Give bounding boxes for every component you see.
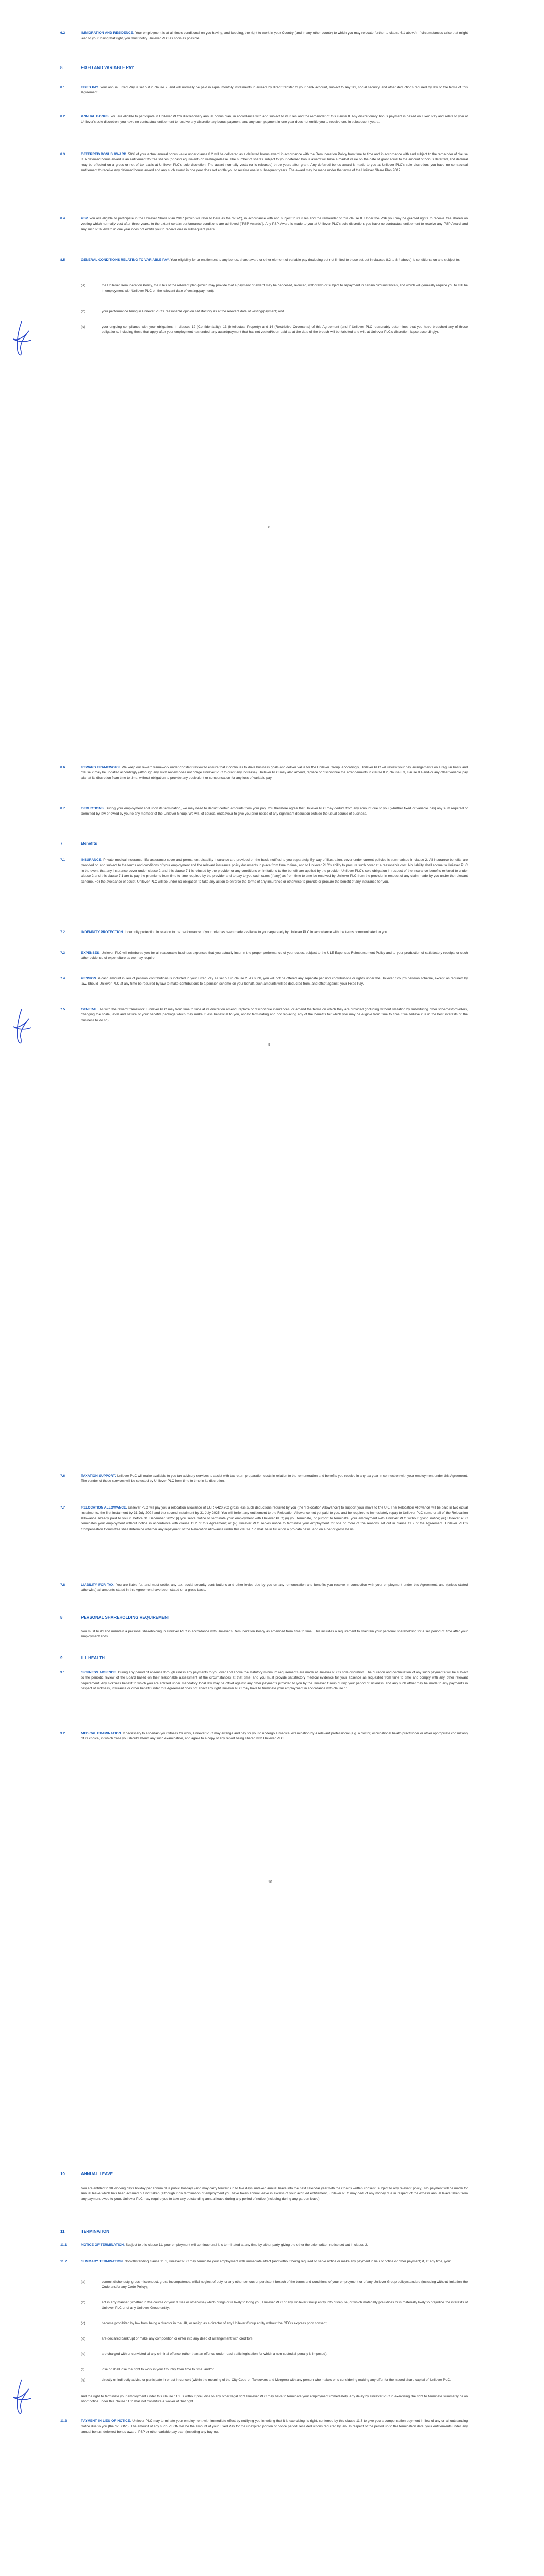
clause-title: GENERAL CONDITIONS RELATING TO VARIABLE PAY. <box>81 258 170 262</box>
clause-8-7 <box>60 806 468 817</box>
document-page-2 <box>0 703 544 1406</box>
clause-text: You must build and maintain a personal shareholding in Unilever PLC in accordance with Unilever's Remuneration Policy as amended from time to time. This includes a requirement to maintain your personal shareholding for a set period of time after your employment ends. <box>81 1630 468 1639</box>
list-label: (g) <box>81 2378 86 2382</box>
clause-number: 11.2 <box>60 2260 67 2263</box>
clause-title: IMMIGRATION AND RESIDENCE. <box>81 31 134 35</box>
shareholding-paragraph <box>60 1629 468 1640</box>
list-label: (b) <box>81 310 86 313</box>
list-text: are charged with or convicted of any criminal offence (other than an offence under road traffic legislation for which a non-custodial penalty is imposed); <box>102 2352 327 2356</box>
clause-9-2 <box>60 1731 468 1742</box>
document-page-3 <box>0 1406 544 2110</box>
clause-number: 11.1 <box>60 2243 67 2247</box>
clause-number: 8.7 <box>60 807 65 810</box>
clause-number: 7.3 <box>60 951 65 955</box>
clause-text: Your employment is at all times conditional on you having, and keeping, the right to work in your Country (and in any other country to which you may relocate further to clause 6.1 above). If circumstances arise that might lead to your losing that right, you must notify Unilever PLC as soon as possible. <box>81 31 468 41</box>
clause-number: 11.3 <box>60 2419 67 2423</box>
clause-text: You are entitled to 30 working days holiday per annum plus public holidays (and may carry forward up to five days' untaken annual leave into the next calendar year with the Chair's written consent, subject to any relevant policy). No payment will be made for annual leave which has been accrued but not taken (although if on termination of employment you have taken annual leave in excess of your accrued entitlement, Unilever PLC may deduct any money due in respect of the excess annual leave taken from any payment owed to you). Unilever PLC may require you to take any outstanding annual leave during any period of notice (including during any garden leave). <box>81 2187 468 2201</box>
clause-number: 6.2 <box>60 31 65 35</box>
list-text: become prohibited by law from being a director in the UK, or resign as a director of any Unilever Group entity without the CEO's express prior consent; <box>102 2321 328 2325</box>
clause-text: Your eligibility for or entitlement to any bonus, share award or other element of variable pay (including but not limited to those set out in clauses 8.2 to 8.4 above) is conditional on and subject to: <box>170 258 460 262</box>
list-text: commit dishonesty, gross misconduct, gross incompetence, wilful neglect of duty, or any other serious or persistent breach of the terms and conditions of your employment or of any Unilever Group policy/standard (including without limitation the Code and/or any Code Policy); <box>102 2280 468 2290</box>
clause-text: 50% of your actual annual bonus value under clause 8.2 will be delivered as a deferred bonus award in accordance with the Remuneration Policy from time to time and in accordance with and subject to the remainder of clause 8. A deferred bonus award is an entitlement to free shares (or cash equivalent) on vesting/release. The number of shares subject to your deferred bonus award will have a market value on the date of grant equal to the amount of bonus deferred, and deferral may be effected on a gross or net of tax basis at Unilever PLC's sole discretion. The award normally vests (or is released) three years after grant. Any deferred bonus award is made to you at Unilever PLC's sole discretion; you have no contractual entitlement to receive any deferred bonus award and any such award in one year does not entitle you to receive one in subsequent years. The award may be made under the terms of the Unilever Share Plan 2017. <box>81 152 468 173</box>
clause-title: INDEMNITY PROTECTION. <box>81 930 124 934</box>
clause-title: NOTICE OF TERMINATION. <box>81 2243 125 2247</box>
clause-7-8 <box>60 1583 468 1594</box>
clause-text: Unilever PLC will reimburse you for all reasonable business expenses that you actually incur in the proper performance of your duties, subject to the ULE Expenses Reimbursement Policy and to your production of satisfactory receipts or such other evidence of expenditure as we may require. <box>81 951 468 960</box>
clause-title: REWARD FRAMEWORK. <box>81 766 121 769</box>
list-label: (e) <box>81 2352 86 2356</box>
clause-7-2 <box>60 930 468 935</box>
section-heading-11: 11 TERMINATION <box>60 2229 109 2234</box>
list-item <box>81 2280 468 2291</box>
list-item <box>81 283 468 294</box>
clause-number: 7.7 <box>60 1506 65 1510</box>
clause-11-1 <box>60 2243 468 2248</box>
clause-title: MEDICAL EXAMINATION. <box>81 1732 122 1735</box>
clause-8-6 <box>60 765 468 781</box>
annual-leave-paragraph <box>60 2186 468 2202</box>
list-label: (d) <box>81 2337 86 2341</box>
list-text: act in any manner (whether in the course of your duties or otherwise) which brings or is likely to bring you, Unilever PLC or any Unilever Group entity into disrepute, or which materially prejudices or is materially likely to prejudice the interests of Unilever PLC or of any Unilever Group entity; <box>102 2301 468 2310</box>
section-heading-8: 8 FIXED AND VARIABLE PAY <box>60 65 134 70</box>
page-number: 8 <box>268 526 270 529</box>
list-text: your performance being in Unilever PLC's reasonable opinion satisfactory as at the relevant date of vesting/payment; and <box>102 310 284 313</box>
clause-7-4 <box>60 976 468 987</box>
clause-number: 8.6 <box>60 766 65 769</box>
clause-text: You are eligible to participate in the Unilever Share Plan 2017 (which we refer to here as the "PSP"), in accordance with and subject to its rules and the remainder of this clause 8. Under the PSP you may be granted rights to receive free shares on vesting which normally vest after three years, to the extent certain performance conditions are achieved ("PSP Awards"). Any PSP Award is made to you at Unilever PLC's sole discretion; you have no contractual entitlement to receive any PSP Award and any such PSP Award in one year does not entitle you to receive one in subsequent years. <box>81 217 468 231</box>
section-heading-10: 10 ANNUAL LEAVE <box>60 2172 113 2176</box>
clause-text: Subject to this clause 11, your employment will continue until it is terminated at any time by either party giving the other the prior written notice set out in clause 2. <box>125 2243 368 2247</box>
clause-11-3 <box>60 2419 468 2435</box>
clause-7-1 <box>60 858 468 885</box>
clause-number: 8.3 <box>60 152 65 156</box>
clause-text: We keep our reward framework under constant review to ensure that it continues to drive business goals and deliver value for the Unilever Group. Accordingly, Unilever PLC will review your pay arrangements on a regular basis and clause 2 may be updated accordingly (although any such review does not oblige Unilever PLC to grant any increase). Unilever PLC may also amend, replace or discontinue the arrangements in clause 8.2, clause 8.3, clause 8.4 and/or any other variable pay plan at its discretion from time to time, without obligation to provide any equivalent or compensation for any loss of variable pay. <box>81 766 468 780</box>
document-page-1 <box>0 0 544 703</box>
clause-title: DEFERRED BONUS AWARD. <box>81 152 127 156</box>
clause-text: You are eligible to participate in Unilever PLC's discretionary annual bonus plan, in accordance with and subject to its rules and the remainder of this clause 8. Any discretionary bonus payment is based on Fixed Pay and relate to you at Unilever's sole discretion; you have no contractual entitlement to receive any discretionary bonus payment, and any such payment in one year does not entitle you to receive one in subsequent years. <box>81 115 468 124</box>
clause-11-2-tail <box>60 2394 468 2405</box>
clause-7-3 <box>60 951 468 961</box>
list-label: (c) <box>81 2321 85 2325</box>
clause-number: 9.1 <box>60 1671 65 1674</box>
list-text: your ongoing compliance with your obligations in clauses 12 (Confidentiality), 13 (Intellectual Property) and 14 (Restrictive Covenants) of this Agreement (and if Unilever PLC reasonably determines that you have breached any of those obligations, including those that apply after your employment has ended, any award/payment that has not vested/been paid as at the date of the breach will be forfeited and will, at Unilever PLC's discretion, lapse accordingly). <box>102 325 468 334</box>
clause-text: If necessary to ascertain your fitness for work, Unilever PLC may arrange and pay for you to undergo a medical examination by a relevant professional (e.g. a doctor, occupational health practitioner or other appropriate consultant) of its choice, in which case you should attend any such examination, and agree to a copy of any report being shared with Unilever PLC. <box>81 1732 468 1741</box>
clause-text: Unilever PLC will make available to you tax advisory services to assist with tax return preparation costs in relation to the remuneration and benefits you receive in any tax year in connection with your employment under this Agreement. The vendor of these services will be selected by Unilever PLC from time to time in its discretion. <box>81 1474 468 1483</box>
clause-title: EXPENSES. <box>81 951 101 955</box>
list-text: directly or indirectly advise or participate in or act in concert (within the meaning of the City Code on Takeovers and Mergers) with any person who makes or is considering making any offer for the issued share capital of Unilever PLC, <box>102 2378 451 2382</box>
list-label: (c) <box>81 325 85 329</box>
clause-8-2 <box>60 114 468 125</box>
list-item <box>81 309 468 314</box>
clause-title: FIXED PAY. <box>81 86 100 89</box>
clause-text: During your employment and upon its termination, we may need to deduct certain amounts from your pay. You therefore agree that Unilever PLC may deduct from any amount due to you (whether fixed or variable pay) any sum required or permitted by law or owed by you to any member of the Unilever Group. We will, of course, endeavour to give you prior notice of any significant deduction outside the usual course of business. <box>81 807 468 816</box>
signature-initials <box>10 1007 34 1048</box>
page-number: 9 <box>268 1043 270 1047</box>
list-label: (f) <box>81 2368 85 2371</box>
signature-initials <box>10 2378 34 2419</box>
clause-title: PAYMENT IN LIEU OF NOTICE. <box>81 2419 131 2423</box>
clause-number: 7.5 <box>60 1008 65 1011</box>
list-label: (b) <box>81 2301 86 2304</box>
clause-7-5 <box>60 1007 468 1023</box>
clause-title: PENSION. <box>81 977 97 980</box>
clause-number: 8.5 <box>60 258 65 262</box>
clause-7-7 <box>60 1505 468 1532</box>
clause-9-1 <box>60 1670 468 1692</box>
list-item <box>81 2336 468 2342</box>
clause-7-6 <box>60 1473 468 1484</box>
clause-number: 8.1 <box>60 86 65 89</box>
clause-title: SUMMARY TERMINATION. <box>81 2260 124 2263</box>
clause-8-1 <box>60 85 468 96</box>
clause-number: 7.1 <box>60 858 65 862</box>
clause-text: You are liable for, and must settle, any tax, social security contributions and other levies due by you on any remuneration and benefits you receive in connection with your employment under this Agreement, and (unless stated otherwise) all amounts stated in this Agreement have been stated on a gross basis. <box>81 1583 468 1592</box>
list-text: the Unilever Remuneration Policy, the rules of the relevant plan (which may provide that a payment or award may be cancelled, reduced, withdrawn or subject to repayment in certain circumstances, and which will generally require you to still be in employment with Unilever PLC on the relevant date of vesting/payment); <box>102 284 468 293</box>
clause-8-3 <box>60 152 468 174</box>
clause-6-2 <box>60 31 468 42</box>
list-item <box>81 2378 468 2383</box>
clause-title: LIABILITY FOR TAX. <box>81 1583 115 1587</box>
clause-text: A cash amount in lieu of pension contributions is included in your Fixed Pay as set out in clause 2. As such, you will not be offered any separate pension contributions or rights under the Unilever Group's pension scheme, except as required by law. Should Unilever PLC at any time be required by law to make contributions to a pension scheme on your behalf, such amounts will be deducted from, and offset against, your Fixed Pay. <box>81 977 468 986</box>
clause-number: 9.2 <box>60 1732 65 1735</box>
list-label: (a) <box>81 2280 86 2284</box>
document-page-4 <box>0 2110 544 2576</box>
clause-text: Private medical insurance, life assurance cover and permanent disability insurance are provided on the basis notified to you separately. By way of illustration, cover under current policies is summarised in clause 2. All insurance benefits are provided on and subject to the terms and conditions of your employment and the relevant insurance policy documents in place from time to time, and to Unilever PLC's ability to procure such cover at a reasonable cost. No liability shall accrue to Unilever PLC in the event that any insurance cover under clause 2 and this clause 7.1 is refused by the provider or any conditions or limitations to the benefit are applied by the provider. Unilever PLC's sole obligation in respect of the insurance benefits referred to under clause 2 and this clause 7.1 are to pay the premiums from time to time required by the provider and to pay to you such sums (if any) as from time to time be received by Unilever PLC from the provider in respect of any claim made by you under the relevant scheme. For the avoidance of doubt, Unilever PLC will be under no obligation to take any action to enforce the terms of any insurance or otherwise to provide or procure the benefit of any insurance for you. <box>81 858 468 884</box>
section-heading-7: 7 Benefits <box>60 841 97 846</box>
clause-number: 8.4 <box>60 217 65 221</box>
clause-title: DEDUCTIONS. <box>81 807 105 810</box>
list-item <box>81 2300 468 2311</box>
list-item <box>81 2321 468 2326</box>
section-heading-9: 9 ILL HEALTH <box>60 1656 105 1660</box>
clause-text: and the right to terminate your employment under this clause 11.2 is without prejudice to any other legal right Unilever PLC may have to terminate your employment immediately. Any delay by Unilever PLC in exercising the right to terminate summarily or on short notice under this clause 11.2 shall not constitute a waiver of that right. <box>81 2395 468 2404</box>
section-heading-8: 8 PERSONAL SHAREHOLDING REQUIREMENT <box>60 1615 170 1620</box>
clause-title: TAXATION SUPPORT. <box>81 1474 116 1478</box>
clause-text: Unilever PLC may terminate your employment with immediate effect by notifying you in writing that it is exercising its right, conferred by this clause 11.3 to give you a compensation payment in lieu of any or all outstanding notice due to you (the "PILON"). The amount of any such PILON will be the amount of your Fixed Pay for the unexpired portion of notice period, less deductions required by law. In respect of the period up to the termination date, your entitlements under any annual bonus, deferred bonus award, PSP or other variable pay plan (including any buy-out <box>81 2419 468 2434</box>
list-item <box>81 2352 468 2357</box>
list-item <box>81 325 468 335</box>
list-text: lose or shall lose the right to work in your Country from time to time; and/or <box>102 2368 214 2371</box>
clause-11-2 <box>60 2259 468 2264</box>
clause-title: ANNUAL BONUS. <box>81 115 110 118</box>
clause-title: INSURANCE. <box>81 858 103 862</box>
clause-text: During any period of absence through illness any payments to you over and above the statutory minimum requirements are made at Unilever PLC's sole discretion. The duration and continuation of any such payments will be subject to the periodic review of the Board based on their reasonable assessment of the circumstances at that time, and you must provide satisfactory medical evidence for your absence as requested from time to time and comply with any other relevant requirement. Any sickness benefit to which you are entitled under mandatory local law may be offset against any other payments provided to you by the Unilever Group during your period of sickness, and any such offset may be made to any payments in respect of sickness, insurance or other benefit under this Agreement does not affect any right Unilever PLC may have to terminate your employment in accordance with clause 11. <box>81 1671 468 1691</box>
page-number: 10 <box>268 1880 272 1884</box>
list-item <box>81 2367 468 2372</box>
clause-8-4 <box>60 216 468 232</box>
clause-number: 8.2 <box>60 115 65 118</box>
clause-number: 7.6 <box>60 1474 65 1478</box>
clause-number: 7.8 <box>60 1583 65 1587</box>
clause-text: Notwithstanding clause 11.1, Unilever PLC may terminate your employment with immediate effect (and without being required to serve notice or make any payment in lieu of notice or other payment) if, at any time, you: <box>124 2260 451 2263</box>
clause-title: PSP. <box>81 217 89 221</box>
clause-number: 7.2 <box>60 930 65 934</box>
clause-title: SICKNESS ABSENCE. <box>81 1671 117 1674</box>
list-text: are declared bankrupt or make any composition or enter into any deed of arrangement with creditors; <box>102 2337 254 2341</box>
clause-title: GENERAL. <box>81 1008 99 1011</box>
clause-8-5 <box>60 258 468 263</box>
signature-initials <box>10 319 34 361</box>
clause-number: 7.4 <box>60 977 65 980</box>
clause-text: As with the reward framework, Unilever PLC may from time to time at its discretion amend, replace or discontinue insurances, or amend the terms on which they are provided (including without limitation by substituting other schemes/providers, changing the scale, level and nature of your benefits package which may make it less beneficial to you, and/or terminating and not replacing any of the benefits for which you may be eligible from time to time if we believe it is in the best interests of the business to do so). <box>81 1008 468 1022</box>
clause-text: Unilever PLC will pay you a relocation allowance of EUR €420,702 gross less such deductions required by you (the "Relocation Allowance") to support your move to the UK. The Relocation Allowance will be paid in two equal instalments, the first instalment by 31 July 2024 and the second instalment by 31 July 2025. You will forfeit any entitlement to the Relocation Allowance not yet paid to you, and be required to immediately repay to Unilever PLC some or all of the Relocation Allowance already paid to you if, before 31 December 2025: (i) you serve notice to terminate your employment with Unilever PLC; (ii) you terminate, or purport to terminate, your employment with Unilever PLC without giving notice; (iii) Unilever PLC terminates your employment without notice in accordance with clause 11.2 of this Agreement; or (iv) Unilever PLC serves notice to terminate your employment for one or more of the reasons set out in clause 11.2 of the Agreement. Unilever PLC's Compensation Committee shall determine whether any repayment of the Relocation Allowance under this clause 7.7 shall be in full or on a pro-rata basis, and on a net or gross basis. <box>81 1506 468 1531</box>
clause-text: Your annual Fixed Pay is set out in clause 2, and will normally be paid in equal monthly instalments in arrears by direct transfer to your bank account, subject to any tax, social security, and other deductions required by law or the terms of this Agreement. <box>81 86 468 95</box>
clause-title: RELOCATION ALLOWANCE. <box>81 1506 127 1510</box>
clause-text: Indemnity protection in relation to the performance of your role has been made available to you separately by Unilever PLC in accordance with the terms communicated to you. <box>124 930 388 934</box>
list-label: (a) <box>81 284 86 287</box>
